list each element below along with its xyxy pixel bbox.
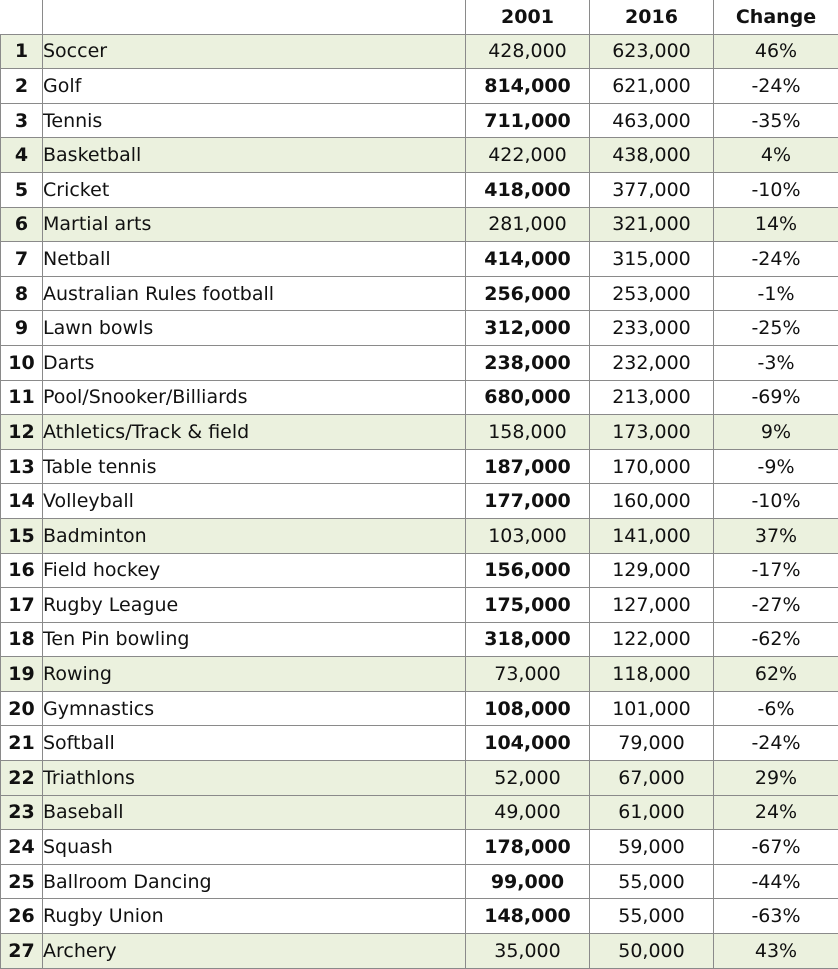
sport-name-cell: Netball (43, 242, 466, 277)
value-2016-cell: 59,000 (590, 830, 714, 865)
sport-name-cell: Field hockey (43, 553, 466, 588)
value-2016-cell: 438,000 (590, 138, 714, 173)
value-2001-cell: 177,000 (466, 484, 590, 519)
change-cell: -67% (714, 830, 838, 865)
table-row (1, 795, 838, 830)
value-2016-cell: 315,000 (590, 242, 714, 277)
value-2001-cell: 158,000 (466, 415, 590, 450)
table-row (1, 657, 838, 692)
value-2001-cell: 175,000 (466, 588, 590, 623)
change-cell: 14% (714, 207, 838, 242)
table-row (1, 69, 838, 104)
change-cell: 9% (714, 415, 838, 450)
table-row (1, 899, 838, 934)
value-2016-cell: 233,000 (590, 311, 714, 346)
sport-name-cell: Table tennis (43, 449, 466, 484)
sport-name-cell: Lawn bowls (43, 311, 466, 346)
value-2016-cell: 61,000 (590, 795, 714, 830)
value-2001-cell: 711,000 (466, 103, 590, 138)
value-2016-cell: 170,000 (590, 449, 714, 484)
sport-name-cell: Archery (43, 934, 466, 969)
sport-name-cell: Softball (43, 726, 466, 761)
change-cell: 62% (714, 657, 838, 692)
sport-name-cell: Badminton (43, 518, 466, 553)
header-rank (1, 0, 43, 34)
value-2001-cell: 99,000 (466, 864, 590, 899)
change-cell: 46% (714, 34, 838, 69)
rank-cell: 6 (1, 207, 43, 242)
change-cell: -27% (714, 588, 838, 623)
sport-name-cell: Rowing (43, 657, 466, 692)
value-2016-cell: 55,000 (590, 864, 714, 899)
rank-cell: 15 (1, 518, 43, 553)
sport-name-cell: Tennis (43, 103, 466, 138)
sport-name-cell: Gymnastics (43, 691, 466, 726)
change-cell: 29% (714, 761, 838, 796)
rank-cell: 16 (1, 553, 43, 588)
value-2016-cell: 377,000 (590, 172, 714, 207)
table-row (1, 726, 838, 761)
rank-cell: 3 (1, 103, 43, 138)
sport-name-cell: Baseball (43, 795, 466, 830)
sport-name-cell: Squash (43, 830, 466, 865)
change-cell: -69% (714, 380, 838, 415)
value-2016-cell: 129,000 (590, 553, 714, 588)
change-cell: -63% (714, 899, 838, 934)
change-cell: -17% (714, 553, 838, 588)
rank-cell: 11 (1, 380, 43, 415)
value-2016-cell: 79,000 (590, 726, 714, 761)
rank-cell: 9 (1, 311, 43, 346)
sport-name-cell: Basketball (43, 138, 466, 173)
value-2001-cell: 680,000 (466, 380, 590, 415)
rank-cell: 5 (1, 172, 43, 207)
rank-cell: 7 (1, 242, 43, 277)
value-2001-cell: 148,000 (466, 899, 590, 934)
sport-name-cell: Darts (43, 345, 466, 380)
table-body (1, 34, 838, 968)
sport-name-cell: Golf (43, 69, 466, 104)
rank-cell: 18 (1, 622, 43, 657)
value-2016-cell: 321,000 (590, 207, 714, 242)
value-2001-cell: 52,000 (466, 761, 590, 796)
change-cell: -3% (714, 345, 838, 380)
change-cell: 24% (714, 795, 838, 830)
value-2001-cell: 281,000 (466, 207, 590, 242)
table-row (1, 172, 838, 207)
table-row (1, 415, 838, 450)
rank-cell: 8 (1, 276, 43, 311)
change-cell: -9% (714, 449, 838, 484)
sport-name-cell: Ten Pin bowling (43, 622, 466, 657)
sport-name-cell: Volleyball (43, 484, 466, 519)
value-2001-cell: 312,000 (466, 311, 590, 346)
value-2001-cell: 187,000 (466, 449, 590, 484)
change-cell: -62% (714, 622, 838, 657)
rank-cell: 22 (1, 761, 43, 796)
header-sport (43, 0, 466, 34)
rank-cell: 25 (1, 864, 43, 899)
rank-cell: 19 (1, 657, 43, 692)
value-2016-cell: 623,000 (590, 34, 714, 69)
value-2001-cell: 35,000 (466, 934, 590, 969)
sport-name-cell: Cricket (43, 172, 466, 207)
rank-cell: 12 (1, 415, 43, 450)
rank-cell: 1 (1, 34, 43, 69)
change-cell: -24% (714, 242, 838, 277)
value-2001-cell: 49,000 (466, 795, 590, 830)
header-change: Change (714, 0, 838, 34)
sport-name-cell: Triathlons (43, 761, 466, 796)
value-2001-cell: 103,000 (466, 518, 590, 553)
value-2001-cell: 428,000 (466, 34, 590, 69)
table-row (1, 345, 838, 380)
header-2016: 2016 (590, 0, 714, 34)
sport-name-cell: Ballroom Dancing (43, 864, 466, 899)
sport-name-cell: Rugby Union (43, 899, 466, 934)
table-row (1, 934, 838, 969)
change-cell: -44% (714, 864, 838, 899)
value-2001-cell: 108,000 (466, 691, 590, 726)
table-row (1, 830, 838, 865)
change-cell: -25% (714, 311, 838, 346)
value-2016-cell: 127,000 (590, 588, 714, 623)
rank-cell: 10 (1, 345, 43, 380)
table-row (1, 518, 838, 553)
table-row (1, 588, 838, 623)
value-2016-cell: 67,000 (590, 761, 714, 796)
change-cell: -1% (714, 276, 838, 311)
value-2001-cell: 156,000 (466, 553, 590, 588)
table-row (1, 138, 838, 173)
change-cell: 43% (714, 934, 838, 969)
value-2016-cell: 621,000 (590, 69, 714, 104)
sport-name-cell: Pool/Snooker/Billiards (43, 380, 466, 415)
table-row (1, 276, 838, 311)
rank-cell: 24 (1, 830, 43, 865)
change-cell: 37% (714, 518, 838, 553)
table-row (1, 311, 838, 346)
change-cell: -6% (714, 691, 838, 726)
value-2016-cell: 50,000 (590, 934, 714, 969)
value-2001-cell: 318,000 (466, 622, 590, 657)
value-2001-cell: 104,000 (466, 726, 590, 761)
value-2001-cell: 422,000 (466, 138, 590, 173)
value-2016-cell: 101,000 (590, 691, 714, 726)
table-row (1, 553, 838, 588)
value-2016-cell: 463,000 (590, 103, 714, 138)
value-2016-cell: 173,000 (590, 415, 714, 450)
value-2001-cell: 238,000 (466, 345, 590, 380)
table-row (1, 449, 838, 484)
table-row (1, 207, 838, 242)
table-row (1, 380, 838, 415)
rank-cell: 4 (1, 138, 43, 173)
value-2016-cell: 160,000 (590, 484, 714, 519)
change-cell: -10% (714, 172, 838, 207)
value-2016-cell: 232,000 (590, 345, 714, 380)
value-2016-cell: 253,000 (590, 276, 714, 311)
rank-cell: 27 (1, 934, 43, 969)
table-row (1, 34, 838, 69)
value-2016-cell: 122,000 (590, 622, 714, 657)
rank-cell: 14 (1, 484, 43, 519)
rank-cell: 2 (1, 69, 43, 104)
value-2016-cell: 55,000 (590, 899, 714, 934)
change-cell: -35% (714, 103, 838, 138)
table-row (1, 864, 838, 899)
rank-cell: 26 (1, 899, 43, 934)
value-2016-cell: 213,000 (590, 380, 714, 415)
change-cell: 4% (714, 138, 838, 173)
sport-name-cell: Martial arts (43, 207, 466, 242)
rank-cell: 23 (1, 795, 43, 830)
table-row (1, 484, 838, 519)
value-2001-cell: 814,000 (466, 69, 590, 104)
table-row (1, 691, 838, 726)
table-row (1, 761, 838, 796)
sport-name-cell: Soccer (43, 34, 466, 69)
change-cell: -10% (714, 484, 838, 519)
table-row (1, 622, 838, 657)
rank-cell: 13 (1, 449, 43, 484)
header-2001: 2001 (466, 0, 590, 34)
sport-name-cell: Rugby League (43, 588, 466, 623)
rank-cell: 20 (1, 691, 43, 726)
value-2001-cell: 418,000 (466, 172, 590, 207)
value-2001-cell: 178,000 (466, 830, 590, 865)
value-2001-cell: 73,000 (466, 657, 590, 692)
header-row (1, 0, 838, 34)
change-cell: -24% (714, 69, 838, 104)
rank-cell: 21 (1, 726, 43, 761)
value-2016-cell: 141,000 (590, 518, 714, 553)
value-2001-cell: 256,000 (466, 276, 590, 311)
change-cell: -24% (714, 726, 838, 761)
rank-cell: 17 (1, 588, 43, 623)
sport-name-cell: Athletics/Track & field (43, 415, 466, 450)
sport-name-cell: Australian Rules football (43, 276, 466, 311)
table-row (1, 103, 838, 138)
value-2001-cell: 414,000 (466, 242, 590, 277)
value-2016-cell: 118,000 (590, 657, 714, 692)
table-row (1, 242, 838, 277)
